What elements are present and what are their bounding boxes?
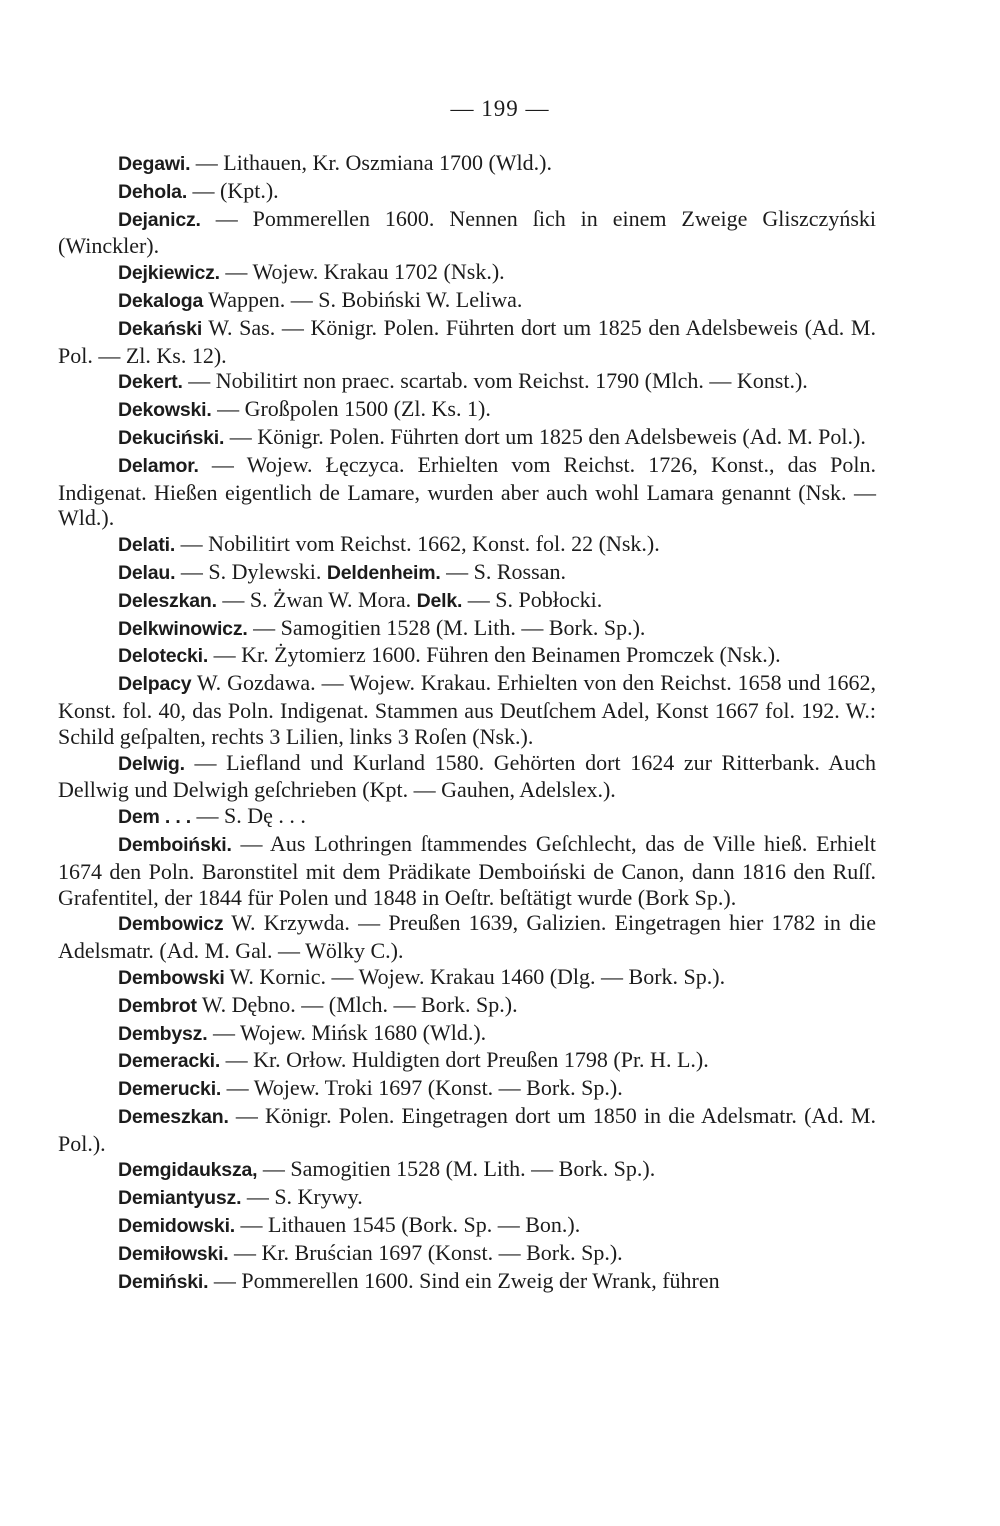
entry-text: — Königr. Polen. Eingetragen dort um 1850 in die Adelsmatr. (Ad. M. Pol.).	[58, 1102, 876, 1156]
entry	[58, 1240, 876, 1268]
entry-text: — Lithauen 1545 (Bork. Sp. — Bon.).	[235, 1212, 581, 1238]
entry	[58, 531, 876, 559]
entry-headword: Dehola.	[118, 180, 188, 203]
entry-headword: Dembysz.	[118, 1022, 208, 1045]
entry	[58, 803, 876, 831]
entry	[58, 559, 876, 587]
entry-headword: Demboiński.	[118, 833, 232, 856]
entry	[58, 831, 876, 910]
entry-text: — Königr. Polen. Führten dort um 1825 den Adelsbeweis (Ad. M. Pol.).	[224, 423, 866, 449]
entry-headword: Delwig.	[118, 752, 185, 775]
page-number: — 199 —	[450, 96, 550, 121]
entry-text: — Nobilitirt vom Reichst. 1662, Konst. fol. 22 (Nsk.).	[175, 531, 660, 557]
entry	[58, 1075, 876, 1103]
entry	[58, 964, 876, 992]
entry-headword: Dembowicz	[118, 913, 224, 936]
entry-headword: Dem . . .	[118, 806, 191, 829]
entry-text: — S. Rossan.	[440, 558, 566, 584]
entry-text: — Samogitien 1528 (M. Lith. — Bork. Sp.).	[257, 1156, 656, 1182]
entry-headword: Demeracki.	[118, 1050, 221, 1073]
entry	[58, 178, 876, 206]
entry-text: — S. Pobłocki.	[462, 586, 603, 612]
entry-text: W. Gozdawa. — Wojew. Krakau. Erhielten von den Reichst. 1658 und 1662, Konst. fol. 40, das Poln. Indigenat. Stammen aus Deutſchem Adel, Konst 1667 fol. 192. W.: Schild geſpalten, rechts 3 Lilien, links 3 Roſen (Nsk.).	[58, 670, 876, 749]
entry-text: — Nobilitirt non praec. scartab. vom Reichst. 1790 (Mlch. — Konst.).	[182, 368, 808, 394]
entry-text: — Aus Lothringen ſtammendes Geſchlecht, das de Ville hieß. Erhielt 1674 den Poln. Baronstitel mit dem Prädikate Demboiński de Canon, dann 1816 den Ruſſ. Grafentitel, der 1844 für Polen und 1848 in Oeſtr. beſtätigt wurde (Bork Sp.).	[58, 830, 876, 910]
entry-text: — S. Żwan W. Mora.	[216, 586, 417, 612]
entry-headword: Dejkiewicz.	[118, 262, 220, 285]
entry-headword: Demidowski.	[118, 1215, 235, 1238]
entry	[58, 259, 876, 287]
entry-text: — Wojew. Krakau 1702 (Nsk.).	[219, 259, 505, 285]
entry-headword: Dembowski	[118, 966, 225, 989]
entry-list	[58, 150, 876, 1295]
entry-headword: Delau.	[118, 561, 176, 584]
entry	[58, 452, 876, 531]
entry	[58, 587, 876, 615]
entry-text: — Lithauen, Kr. Oszmiana 1700 (Wld.).	[190, 150, 552, 175]
entry	[58, 615, 876, 643]
entry-headword: Dekowski.	[118, 399, 212, 422]
entry	[58, 396, 876, 424]
entry-headword: Demiantyusz.	[118, 1187, 242, 1210]
entry-text: W. Krzywda. — Preußen 1639, Galizien. Eingetragen hier 1782 in die Adelsmatr. (Ad. M. Gal. — Wölky C.).	[58, 910, 876, 964]
entry	[58, 1268, 876, 1296]
entry-headword: Delati.	[118, 534, 176, 557]
entry-headword: Delotecki.	[118, 645, 209, 668]
entry	[58, 206, 876, 260]
entry-headword: Dekert.	[118, 371, 183, 394]
entry-headword: Deldenheim.	[326, 561, 441, 584]
entry-headword: Delpacy	[118, 673, 192, 696]
entry-headword: Demerucki.	[118, 1078, 222, 1101]
entry	[58, 642, 876, 670]
entry-text: — S. Dę . . .	[190, 803, 306, 829]
entry-text: — (Kpt.).	[187, 177, 279, 203]
entry-headword: Delkwinowicz.	[118, 617, 248, 640]
entry-headword: Demiński.	[118, 1270, 209, 1293]
entry	[58, 150, 876, 178]
entry-headword: Delamor.	[118, 454, 199, 477]
entry-text: W. Kornic. — Wojew. Krakau 1460 (Dlg. — Bork. Sp.).	[224, 963, 726, 989]
entry-text: W. Dębno. — (Mlch. — Bork. Sp.).	[196, 991, 518, 1017]
entry	[58, 315, 876, 369]
entry	[58, 287, 876, 315]
entry-headword: Dekański	[118, 317, 203, 340]
entry-text: — Samogitien 1528 (M. Lith. — Bork. Sp.).	[247, 614, 646, 640]
entry	[58, 750, 876, 804]
entry-text: — Pommerellen 1600. Nennen ſich in einem Zweige Gliszczyński (Winckler).	[58, 205, 876, 259]
entry-headword: Demgidauksza,	[118, 1159, 258, 1182]
entry	[58, 1047, 876, 1075]
entry	[58, 1184, 876, 1212]
entry-text: — S. Dylewski.	[175, 558, 327, 584]
entry-text: W. Sas. — Königr. Polen. Führten dort um 1825 den Adelsbeweis (Ad. M. Pol. — Zl. Ks. 12).	[58, 314, 876, 368]
entry-text: — Wojew. Mińsk 1680 (Wld.).	[207, 1019, 487, 1045]
entry	[58, 992, 876, 1020]
entry-text: — S. Krywy.	[241, 1184, 363, 1210]
entry-text: — Pommerellen 1600. Sind ein Zweig der Wrank, führen	[208, 1267, 720, 1293]
entry	[58, 910, 876, 964]
entry-headword: Dejanicz.	[118, 208, 201, 231]
entry	[58, 1212, 876, 1240]
entry-text: — Kr. Orłow. Huldigten dort Preußen 1798 (Pr. H. L.).	[220, 1047, 709, 1073]
entry-headword: Deleszkan.	[118, 589, 217, 612]
entry-headword: Demeszkan.	[118, 1105, 229, 1128]
entry-headword: Degawi.	[118, 153, 191, 175]
entry-text: — Kr. Żytomierz 1600. Führen den Beinamen Promczek (Nsk.).	[208, 642, 781, 668]
entry	[58, 1103, 876, 1157]
entry	[58, 1156, 876, 1184]
entry-text: Wappen. — S. Bobiński W. Leliwa.	[203, 286, 523, 312]
entry-headword: Dekuciński.	[118, 426, 225, 449]
entry-text: — Kr. Bruścian 1697 (Konst. — Bork. Sp.).	[228, 1239, 623, 1265]
entry-headword: Dembrot	[118, 994, 197, 1017]
entry-text: — Wojew. Łęczyca. Erhielten vom Reichst. 1726, Konst., das Poln. Indigenat. Hießen eigentlich de Lamare, wurden aber auch wohl Lamara genannt (Nsk. — Wld.).	[58, 451, 876, 531]
entry-headword: Dekaloga	[118, 289, 204, 312]
entry	[58, 368, 876, 396]
entry-text: — Liefland und Kurland 1580. Gehörten dort 1624 zur Ritterbank. Auch Dellwig und Delwigh geſchrieben (Kpt. — Gauhen, Adelslex.).	[58, 749, 876, 803]
entry	[58, 1020, 876, 1048]
entry-text: — Großpolen 1500 (Zl. Ks. 1).	[211, 396, 491, 422]
entry-headword: Delk.	[416, 589, 463, 612]
entry-text: — Wojew. Troki 1697 (Konst. — Bork. Sp.).	[221, 1075, 623, 1101]
entry	[58, 670, 876, 749]
entry-headword: Demiłowski.	[118, 1242, 229, 1265]
entry	[58, 424, 876, 452]
